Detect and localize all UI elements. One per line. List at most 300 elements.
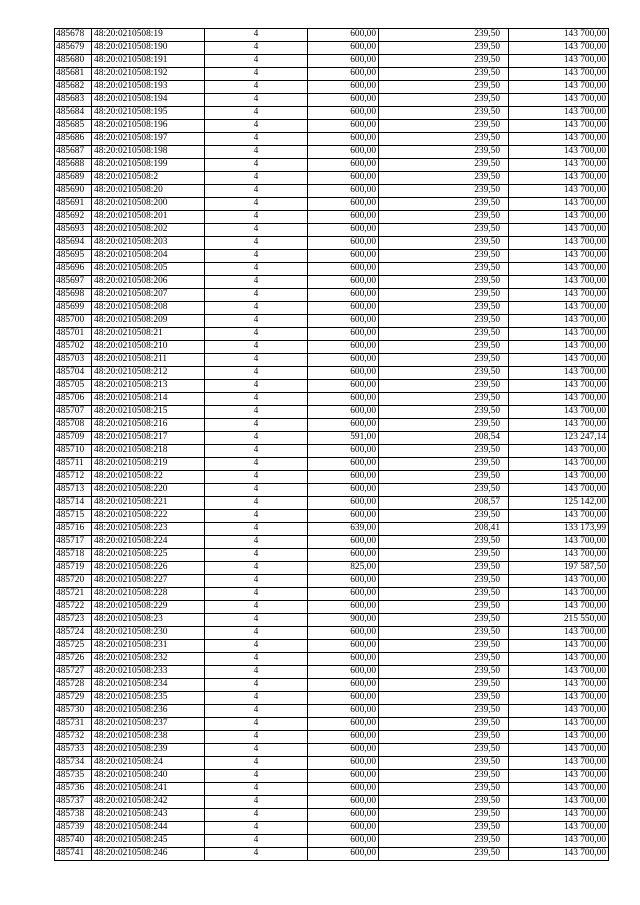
cadastral-number-cell: 48:20:0210508:203 — [92, 237, 205, 250]
area-cell: 600,00 — [308, 94, 379, 107]
row-number-cell: 485726 — [55, 653, 92, 666]
area-cell: 600,00 — [308, 497, 379, 510]
cadastral-value-cell: 143 700,00 — [509, 94, 609, 107]
table-row — [55, 81, 609, 94]
cadastral-number-cell: 48:20:0210508:2 — [92, 172, 205, 185]
cadastral-value-cell: 143 700,00 — [509, 185, 609, 198]
area-cell: 600,00 — [308, 783, 379, 796]
class-code-cell: 4 — [205, 289, 308, 302]
row-number-cell: 485713 — [55, 484, 92, 497]
cadastral-value-cell: 133 173,99 — [509, 523, 609, 536]
rate-cell: 239,50 — [379, 627, 509, 640]
row-number-cell: 485741 — [55, 848, 92, 861]
class-code-cell: 4 — [205, 276, 308, 289]
row-number-cell: 485682 — [55, 81, 92, 94]
area-cell: 600,00 — [308, 822, 379, 835]
class-code-cell: 4 — [205, 679, 308, 692]
row-number-cell: 485683 — [55, 94, 92, 107]
table-row — [55, 419, 609, 432]
rate-cell: 239,50 — [379, 185, 509, 198]
rate-cell: 239,50 — [379, 367, 509, 380]
cadastral-value-cell: 143 700,00 — [509, 224, 609, 237]
table-row — [55, 341, 609, 354]
cadastral-number-cell: 48:20:0210508:239 — [92, 744, 205, 757]
area-cell: 600,00 — [308, 367, 379, 380]
table-row — [55, 666, 609, 679]
rate-cell: 239,50 — [379, 159, 509, 172]
cadastral-number-cell: 48:20:0210508:212 — [92, 367, 205, 380]
cadastral-value-cell: 143 700,00 — [509, 471, 609, 484]
cadastral-value-cell: 143 700,00 — [509, 315, 609, 328]
row-number-cell: 485734 — [55, 757, 92, 770]
area-cell: 600,00 — [308, 393, 379, 406]
table-row — [55, 250, 609, 263]
table-row — [55, 68, 609, 81]
area-cell: 600,00 — [308, 172, 379, 185]
rate-cell: 239,50 — [379, 484, 509, 497]
table-row — [55, 55, 609, 68]
class-code-cell: 4 — [205, 770, 308, 783]
area-cell: 600,00 — [308, 354, 379, 367]
area-cell: 600,00 — [308, 211, 379, 224]
cadastral-value-cell: 143 700,00 — [509, 588, 609, 601]
area-cell: 600,00 — [308, 55, 379, 68]
row-number-cell: 485720 — [55, 575, 92, 588]
cadastral-value-cell: 143 700,00 — [509, 406, 609, 419]
class-code-cell: 4 — [205, 484, 308, 497]
cadastral-number-cell: 48:20:0210508:220 — [92, 484, 205, 497]
cadastral-number-cell: 48:20:0210508:233 — [92, 666, 205, 679]
row-number-cell: 485690 — [55, 185, 92, 198]
cadastral-value-cell: 143 700,00 — [509, 120, 609, 133]
cadastral-number-cell: 48:20:0210508:205 — [92, 263, 205, 276]
row-number-cell: 485704 — [55, 367, 92, 380]
class-code-cell: 4 — [205, 692, 308, 705]
class-code-cell: 4 — [205, 757, 308, 770]
rate-cell: 239,50 — [379, 575, 509, 588]
row-number-cell: 485724 — [55, 627, 92, 640]
class-code-cell: 4 — [205, 263, 308, 276]
class-code-cell: 4 — [205, 705, 308, 718]
area-cell: 600,00 — [308, 640, 379, 653]
row-number-cell: 485687 — [55, 146, 92, 159]
rate-cell: 239,50 — [379, 263, 509, 276]
rate-cell: 239,50 — [379, 770, 509, 783]
rate-cell: 239,50 — [379, 68, 509, 81]
row-number-cell: 485738 — [55, 809, 92, 822]
cadastral-number-cell: 48:20:0210508:217 — [92, 432, 205, 445]
rate-cell: 239,50 — [379, 29, 509, 42]
rate-cell: 239,50 — [379, 198, 509, 211]
table-row — [55, 705, 609, 718]
cadastral-number-cell: 48:20:0210508:218 — [92, 445, 205, 458]
table-row — [55, 445, 609, 458]
area-cell: 600,00 — [308, 796, 379, 809]
class-code-cell: 4 — [205, 614, 308, 627]
class-code-cell: 4 — [205, 380, 308, 393]
class-code-cell: 4 — [205, 146, 308, 159]
row-number-cell: 485733 — [55, 744, 92, 757]
rate-cell: 239,50 — [379, 601, 509, 614]
row-number-cell: 485709 — [55, 432, 92, 445]
class-code-cell: 4 — [205, 133, 308, 146]
cadastral-value-cell: 143 700,00 — [509, 250, 609, 263]
class-code-cell: 4 — [205, 601, 308, 614]
rate-cell: 239,50 — [379, 835, 509, 848]
cadastral-number-cell: 48:20:0210508:24 — [92, 757, 205, 770]
row-number-cell: 485736 — [55, 783, 92, 796]
cadastral-value-cell: 143 700,00 — [509, 705, 609, 718]
row-number-cell: 485723 — [55, 614, 92, 627]
area-cell: 600,00 — [308, 146, 379, 159]
row-number-cell: 485698 — [55, 289, 92, 302]
row-number-cell: 485696 — [55, 263, 92, 276]
cadastral-number-cell: 48:20:0210508:229 — [92, 601, 205, 614]
class-code-cell: 4 — [205, 497, 308, 510]
cadastral-value-cell: 125 142,00 — [509, 497, 609, 510]
table-row — [55, 406, 609, 419]
cadastral-number-cell: 48:20:0210508:214 — [92, 393, 205, 406]
row-number-cell: 485678 — [55, 29, 92, 42]
row-number-cell: 485695 — [55, 250, 92, 263]
table-row — [55, 328, 609, 341]
cadastral-value-cell: 197 587,50 — [509, 562, 609, 575]
rate-cell: 239,50 — [379, 302, 509, 315]
class-code-cell: 4 — [205, 783, 308, 796]
class-code-cell: 4 — [205, 120, 308, 133]
class-code-cell: 4 — [205, 822, 308, 835]
area-cell: 600,00 — [308, 653, 379, 666]
table-row — [55, 822, 609, 835]
table-row — [55, 224, 609, 237]
cadastral-value-cell: 143 700,00 — [509, 68, 609, 81]
area-cell: 600,00 — [308, 42, 379, 55]
area-cell: 600,00 — [308, 679, 379, 692]
cadastral-number-cell: 48:20:0210508:228 — [92, 588, 205, 601]
table-row — [55, 562, 609, 575]
class-code-cell: 4 — [205, 237, 308, 250]
area-cell: 600,00 — [308, 419, 379, 432]
class-code-cell: 4 — [205, 809, 308, 822]
class-code-cell: 4 — [205, 510, 308, 523]
cadastral-value-cell: 143 700,00 — [509, 575, 609, 588]
area-cell: 639,00 — [308, 523, 379, 536]
area-cell: 600,00 — [308, 81, 379, 94]
area-cell: 600,00 — [308, 627, 379, 640]
area-cell: 600,00 — [308, 315, 379, 328]
table-row — [55, 432, 609, 445]
table-row — [55, 679, 609, 692]
cadastral-number-cell: 48:20:0210508:204 — [92, 250, 205, 263]
cadastral-number-cell: 48:20:0210508:232 — [92, 653, 205, 666]
row-number-cell: 485694 — [55, 237, 92, 250]
area-cell: 600,00 — [308, 510, 379, 523]
rate-cell: 239,50 — [379, 315, 509, 328]
table-row — [55, 809, 609, 822]
cadastral-value-table — [54, 28, 609, 861]
cadastral-number-cell: 48:20:0210508:241 — [92, 783, 205, 796]
cadastral-value-cell: 143 700,00 — [509, 107, 609, 120]
cadastral-value-cell: 143 700,00 — [509, 55, 609, 68]
table-row — [55, 614, 609, 627]
area-cell: 600,00 — [308, 666, 379, 679]
area-cell: 600,00 — [308, 744, 379, 757]
cadastral-number-cell: 48:20:0210508:194 — [92, 94, 205, 107]
table-row — [55, 848, 609, 861]
class-code-cell: 4 — [205, 354, 308, 367]
area-cell: 600,00 — [308, 445, 379, 458]
row-number-cell: 485712 — [55, 471, 92, 484]
row-number-cell: 485737 — [55, 796, 92, 809]
rate-cell: 239,50 — [379, 289, 509, 302]
table-row — [55, 120, 609, 133]
rate-cell: 239,50 — [379, 276, 509, 289]
table-row — [55, 510, 609, 523]
row-number-cell: 485684 — [55, 107, 92, 120]
class-code-cell: 4 — [205, 29, 308, 42]
area-cell: 600,00 — [308, 458, 379, 471]
area-cell: 900,00 — [308, 614, 379, 627]
table-row — [55, 796, 609, 809]
rate-cell: 239,50 — [379, 55, 509, 68]
rate-cell: 239,50 — [379, 94, 509, 107]
area-cell: 600,00 — [308, 328, 379, 341]
table-row — [55, 94, 609, 107]
cadastral-value-cell: 143 700,00 — [509, 679, 609, 692]
class-code-cell: 4 — [205, 432, 308, 445]
rate-cell: 239,50 — [379, 341, 509, 354]
cadastral-value-cell: 143 700,00 — [509, 42, 609, 55]
row-number-cell: 485717 — [55, 536, 92, 549]
class-code-cell: 4 — [205, 575, 308, 588]
table-row — [55, 185, 609, 198]
cadastral-number-cell: 48:20:0210508:208 — [92, 302, 205, 315]
cadastral-number-cell: 48:20:0210508:242 — [92, 796, 205, 809]
cadastral-number-cell: 48:20:0210508:244 — [92, 822, 205, 835]
class-code-cell: 4 — [205, 393, 308, 406]
cadastral-number-cell: 48:20:0210508:195 — [92, 107, 205, 120]
cadastral-value-cell: 143 700,00 — [509, 692, 609, 705]
table-row — [55, 393, 609, 406]
area-cell: 600,00 — [308, 29, 379, 42]
class-code-cell: 4 — [205, 835, 308, 848]
row-number-cell: 485686 — [55, 133, 92, 146]
table-row — [55, 302, 609, 315]
row-number-cell: 485688 — [55, 159, 92, 172]
table-row — [55, 835, 609, 848]
area-cell: 600,00 — [308, 289, 379, 302]
cadastral-value-cell: 143 700,00 — [509, 835, 609, 848]
cadastral-number-cell: 48:20:0210508:237 — [92, 718, 205, 731]
cadastral-number-cell: 48:20:0210508:199 — [92, 159, 205, 172]
area-cell: 600,00 — [308, 770, 379, 783]
table-row — [55, 744, 609, 757]
cadastral-number-cell: 48:20:0210508:21 — [92, 328, 205, 341]
area-cell: 600,00 — [308, 224, 379, 237]
cadastral-number-cell: 48:20:0210508:235 — [92, 692, 205, 705]
row-number-cell: 485715 — [55, 510, 92, 523]
class-code-cell: 4 — [205, 81, 308, 94]
cadastral-value-cell: 143 700,00 — [509, 172, 609, 185]
cadastral-value-cell: 143 700,00 — [509, 133, 609, 146]
class-code-cell: 4 — [205, 224, 308, 237]
row-number-cell: 485710 — [55, 445, 92, 458]
area-cell: 600,00 — [308, 809, 379, 822]
table-row — [55, 107, 609, 120]
rate-cell: 239,50 — [379, 393, 509, 406]
cadastral-value-cell: 143 700,00 — [509, 822, 609, 835]
rate-cell: 239,50 — [379, 653, 509, 666]
cadastral-number-cell: 48:20:0210508:234 — [92, 679, 205, 692]
table-row — [55, 588, 609, 601]
cadastral-number-cell: 48:20:0210508:202 — [92, 224, 205, 237]
table-row — [55, 159, 609, 172]
class-code-cell: 4 — [205, 68, 308, 81]
cadastral-number-cell: 48:20:0210508:200 — [92, 198, 205, 211]
cadastral-value-cell: 143 700,00 — [509, 757, 609, 770]
cadastral-number-cell: 48:20:0210508:246 — [92, 848, 205, 861]
row-number-cell: 485703 — [55, 354, 92, 367]
table-row — [55, 731, 609, 744]
rate-cell: 239,50 — [379, 224, 509, 237]
table-row — [55, 367, 609, 380]
rate-cell: 239,50 — [379, 718, 509, 731]
class-code-cell: 4 — [205, 796, 308, 809]
cadastral-value-cell: 143 700,00 — [509, 718, 609, 731]
rate-cell: 239,50 — [379, 536, 509, 549]
class-code-cell: 4 — [205, 419, 308, 432]
cadastral-value-cell: 143 700,00 — [509, 640, 609, 653]
cadastral-number-cell: 48:20:0210508:20 — [92, 185, 205, 198]
class-code-cell: 4 — [205, 198, 308, 211]
table-row — [55, 653, 609, 666]
rate-cell: 239,50 — [379, 796, 509, 809]
cadastral-number-cell: 48:20:0210508:198 — [92, 146, 205, 159]
table-row — [55, 692, 609, 705]
class-code-cell: 4 — [205, 211, 308, 224]
cadastral-number-cell: 48:20:0210508:227 — [92, 575, 205, 588]
table-row — [55, 718, 609, 731]
rate-cell: 239,50 — [379, 42, 509, 55]
cadastral-value-cell: 143 700,00 — [509, 211, 609, 224]
cadastral-number-cell: 48:20:0210508:23 — [92, 614, 205, 627]
class-code-cell: 4 — [205, 653, 308, 666]
class-code-cell: 4 — [205, 588, 308, 601]
row-number-cell: 485718 — [55, 549, 92, 562]
table-row — [55, 289, 609, 302]
area-cell: 600,00 — [308, 601, 379, 614]
cadastral-value-cell: 143 700,00 — [509, 380, 609, 393]
rate-cell: 239,50 — [379, 133, 509, 146]
class-code-cell: 4 — [205, 562, 308, 575]
row-number-cell: 485701 — [55, 328, 92, 341]
rate-cell: 239,50 — [379, 380, 509, 393]
area-cell: 600,00 — [308, 848, 379, 861]
cadastral-value-cell: 143 700,00 — [509, 393, 609, 406]
cadastral-value-cell: 143 700,00 — [509, 536, 609, 549]
cadastral-number-cell: 48:20:0210508:236 — [92, 705, 205, 718]
table-row — [55, 627, 609, 640]
rate-cell: 239,50 — [379, 354, 509, 367]
row-number-cell: 485708 — [55, 419, 92, 432]
rate-cell: 239,50 — [379, 250, 509, 263]
rate-cell: 239,50 — [379, 757, 509, 770]
area-cell: 600,00 — [308, 406, 379, 419]
row-number-cell: 485735 — [55, 770, 92, 783]
cadastral-number-cell: 48:20:0210508:201 — [92, 211, 205, 224]
cadastral-number-cell: 48:20:0210508:221 — [92, 497, 205, 510]
cadastral-value-cell: 143 700,00 — [509, 549, 609, 562]
row-number-cell: 485693 — [55, 224, 92, 237]
cadastral-value-cell: 143 700,00 — [509, 484, 609, 497]
table-row — [55, 315, 609, 328]
class-code-cell: 4 — [205, 666, 308, 679]
rate-cell: 239,50 — [379, 549, 509, 562]
row-number-cell: 485719 — [55, 562, 92, 575]
cadastral-value-cell: 143 700,00 — [509, 419, 609, 432]
rate-cell: 239,50 — [379, 211, 509, 224]
class-code-cell: 4 — [205, 458, 308, 471]
row-number-cell: 485739 — [55, 822, 92, 835]
cadastral-value-cell: 143 700,00 — [509, 289, 609, 302]
rate-cell: 239,50 — [379, 614, 509, 627]
cadastral-value-cell: 143 700,00 — [509, 666, 609, 679]
area-cell: 600,00 — [308, 133, 379, 146]
rate-cell: 239,50 — [379, 172, 509, 185]
table-row — [55, 458, 609, 471]
row-number-cell: 485679 — [55, 42, 92, 55]
class-code-cell: 4 — [205, 848, 308, 861]
row-number-cell: 485728 — [55, 679, 92, 692]
cadastral-value-cell: 143 700,00 — [509, 341, 609, 354]
cadastral-number-cell: 48:20:0210508:193 — [92, 81, 205, 94]
area-cell: 600,00 — [308, 198, 379, 211]
area-cell: 600,00 — [308, 263, 379, 276]
table-row — [55, 770, 609, 783]
row-number-cell: 485707 — [55, 406, 92, 419]
row-number-cell: 485680 — [55, 55, 92, 68]
cadastral-number-cell: 48:20:0210508:231 — [92, 640, 205, 653]
table-row — [55, 198, 609, 211]
row-number-cell: 485697 — [55, 276, 92, 289]
area-cell: 600,00 — [308, 250, 379, 263]
cadastral-value-cell: 143 700,00 — [509, 809, 609, 822]
class-code-cell: 4 — [205, 302, 308, 315]
table-row — [55, 276, 609, 289]
table-row — [55, 757, 609, 770]
cadastral-number-cell: 48:20:0210508:245 — [92, 835, 205, 848]
table-row — [55, 42, 609, 55]
rate-cell: 239,50 — [379, 562, 509, 575]
cadastral-value-cell: 143 700,00 — [509, 367, 609, 380]
rate-cell: 239,50 — [379, 237, 509, 250]
cadastral-number-cell: 48:20:0210508:216 — [92, 419, 205, 432]
cadastral-value-cell: 143 700,00 — [509, 848, 609, 861]
area-cell: 600,00 — [308, 341, 379, 354]
area-cell: 600,00 — [308, 237, 379, 250]
cadastral-number-cell: 48:20:0210508:219 — [92, 458, 205, 471]
cadastral-value-cell: 143 700,00 — [509, 354, 609, 367]
row-number-cell: 485732 — [55, 731, 92, 744]
row-number-cell: 485716 — [55, 523, 92, 536]
area-cell: 600,00 — [308, 588, 379, 601]
area-cell: 600,00 — [308, 718, 379, 731]
table-row — [55, 484, 609, 497]
cadastral-number-cell: 48:20:0210508:209 — [92, 315, 205, 328]
row-number-cell: 485711 — [55, 458, 92, 471]
cadastral-number-cell: 48:20:0210508:222 — [92, 510, 205, 523]
class-code-cell: 4 — [205, 42, 308, 55]
